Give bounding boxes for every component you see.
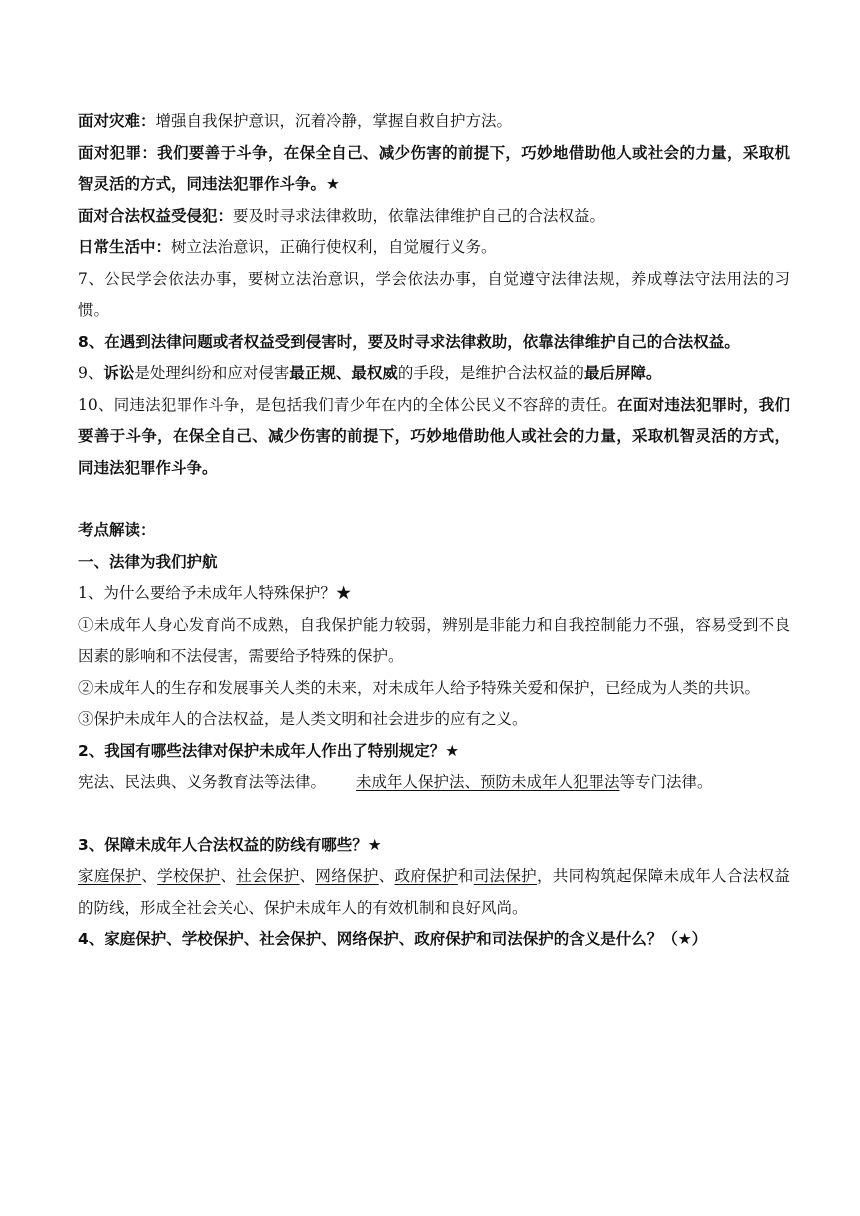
separator: 、 bbox=[378, 867, 395, 885]
q2-answer-underlined: 未成年人保护法、预防未成年人犯罪法 bbox=[356, 773, 620, 791]
para-daily-life bbox=[78, 232, 790, 264]
para-9-bold1: 最正规、最权威 bbox=[289, 364, 398, 382]
label-crime: 面对犯罪： bbox=[78, 143, 158, 162]
label-disaster: 面对灾难： bbox=[78, 112, 156, 130]
q3-answer-tail: ，共同构筑起保障未成年人合法权益的防线，形成全社会关心、保护未成年人的有效机制和良好风尚。 bbox=[78, 867, 790, 917]
spacer bbox=[78, 484, 790, 515]
q3-item-school: 学校保护 bbox=[157, 867, 221, 885]
q3-item-society: 社会保护 bbox=[236, 867, 300, 885]
q1-title: 1、为什么要给予未成年人特殊保护？★ bbox=[78, 584, 352, 602]
label-rights-infringed: 面对合法权益受侵犯： bbox=[78, 206, 234, 225]
q3-item-family: 家庭保护 bbox=[78, 867, 142, 885]
separator: 、 bbox=[220, 867, 237, 885]
text-crime: 我们要善于斗争，在保全自己、减少伤害的前提下，巧妙地借助他人或社会的力量，采取机智灵活的方式，同违法犯罪作斗争。★ bbox=[78, 143, 790, 193]
para-9-bold2: 最后屏障。 bbox=[583, 364, 662, 382]
q2-answer-plain: 宪法、民法典、义务教育法等法律。 bbox=[78, 773, 327, 791]
text-daily-life: 树立法治意识，正确行使权利，自觉履行义务。 bbox=[171, 238, 497, 256]
text-rights-infringed: 要及时寻求法律救助，依靠法律维护自己的合法权益。 bbox=[233, 206, 606, 225]
para-8: 8、在遇到法律问题或者权益受到侵害时，要及时寻求法律救助，依靠法律维护自己的合法权益。 bbox=[78, 332, 740, 351]
conjunction: 和 bbox=[457, 867, 474, 885]
separator: 、 bbox=[299, 867, 316, 885]
para-9 bbox=[78, 358, 790, 390]
para-10 bbox=[78, 390, 790, 485]
q3-answer bbox=[78, 861, 790, 924]
para-10-normal: 10、同违法犯罪作斗争，是包括我们青少年在内的全体公民义不容辞的责任。 bbox=[78, 395, 618, 414]
q3-item-judicial: 司法保护 bbox=[473, 867, 538, 885]
q4-title: 4、家庭保护、学校保护、社会保护、网络保护、政府保护和司法保护的含义是什么？（★） bbox=[78, 930, 708, 948]
para-10-bold: 在面对违法犯罪时，我们要善于斗争，在保全自己、减少伤害的前提下，巧妙地借助他人或社会的力量，采取机智灵活的方式，同违法犯罪作斗争。 bbox=[78, 395, 790, 477]
separator: 、 bbox=[141, 867, 158, 885]
para-9-term: 诉讼 bbox=[103, 364, 135, 382]
para-rights-infringed bbox=[78, 201, 790, 233]
para-9-mid2: 的手段，是维护合法权益的 bbox=[397, 364, 584, 382]
label-daily-life: 日常生活中： bbox=[78, 238, 172, 256]
para-9-mid1: 是处理纠纷和应对侵害 bbox=[134, 364, 290, 382]
para-9-prefix: 9、 bbox=[78, 364, 104, 382]
document-page bbox=[78, 106, 790, 956]
q2-title: 2、我国有哪些法律对保护未成年人作出了特别规定？★ bbox=[78, 741, 460, 760]
q3-item-government: 政府保护 bbox=[394, 867, 458, 885]
spacer bbox=[78, 799, 790, 830]
q1-answer-3: ③保护未成年人的合法权益，是人类文明和社会进步的应有之义。 bbox=[78, 710, 528, 728]
q1-answer-2: ②未成年人的生存和发展事关人类的未来，对未成年人给予特殊关爱和保护，已经成为人类的共识。 bbox=[78, 678, 761, 697]
q1-answer-1: ①未成年人身心发育尚不成熟，自我保护能力较弱，辨别是非能力和自我控制能力不强，容易受到不良因素的影响和不法侵害，需要给予特殊的保护。 bbox=[78, 615, 790, 665]
para-crime bbox=[78, 138, 790, 201]
q2-answer-tail: 等专门法律。 bbox=[619, 773, 713, 791]
q2-answer bbox=[78, 767, 790, 799]
para-7: 7、公民学会依法办事，要树立法治意识，学会依法办事，自觉遵守法律法规，养成尊法守法用法的习惯。 bbox=[78, 269, 790, 319]
kaodian-heading: 考点解读： bbox=[78, 521, 156, 539]
q3-title: 3、保障未成年人合法权益的防线有哪些？★ bbox=[78, 835, 382, 854]
para-disaster bbox=[78, 106, 790, 138]
section-1-heading: 一、法律为我们护航 bbox=[78, 552, 218, 571]
q3-item-network: 网络保护 bbox=[315, 867, 379, 885]
text-disaster: 增强自我保护意识，沉着冷静，掌握自救自护方法。 bbox=[155, 112, 513, 130]
